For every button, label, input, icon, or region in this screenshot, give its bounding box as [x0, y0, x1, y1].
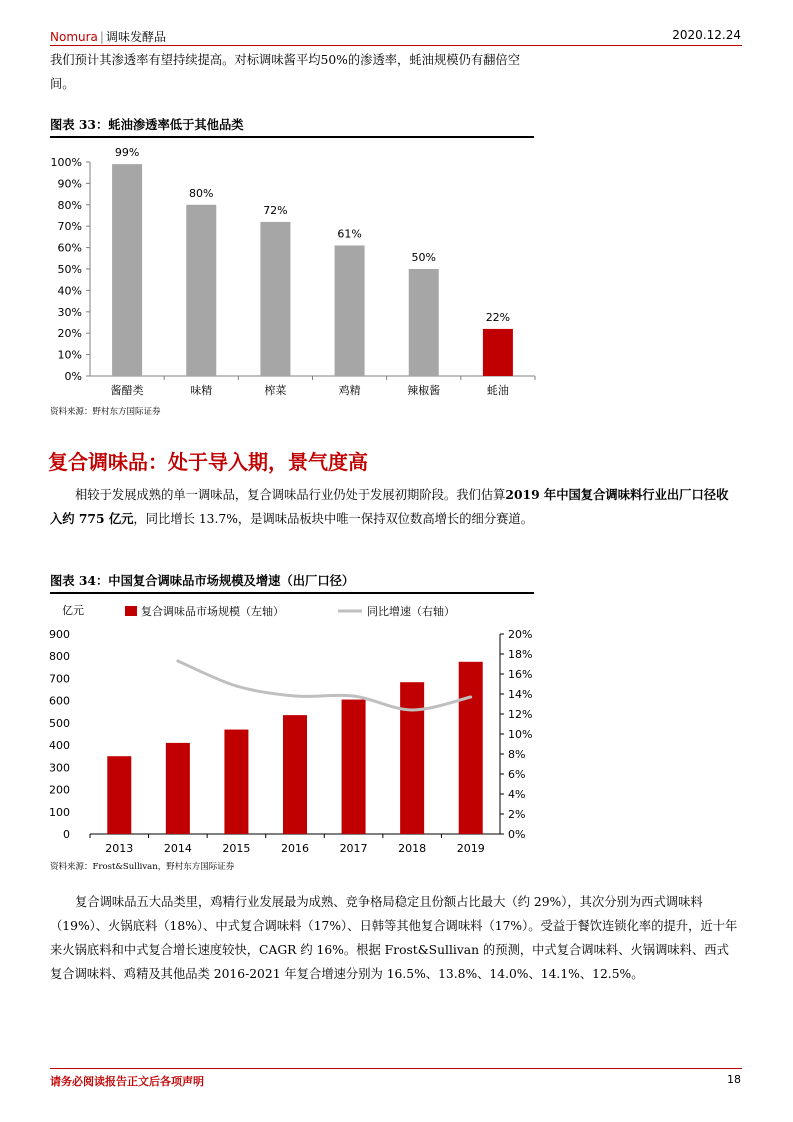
figure34-title: 图表 34：中国复合调味品市场规模及增速（出厂口径）	[50, 573, 355, 588]
bar	[483, 329, 513, 376]
x-tick-label: 2018	[398, 842, 427, 855]
chart-market-size	[40, 596, 540, 858]
y-tick-label: 20%	[57, 327, 82, 341]
bar	[409, 269, 439, 376]
x-tick-label: 蚝油	[486, 384, 509, 397]
y-right-tick-label: 2%	[508, 808, 526, 821]
y-left-tick-label: 400	[49, 739, 70, 753]
x-tick-label: 鸡精	[338, 384, 361, 397]
y-tick-label: 40%	[57, 284, 82, 298]
bar	[283, 715, 307, 834]
y-right-tick-label: 8%	[508, 748, 526, 761]
figure33-source: 资料来源：野村东方国际证券	[50, 407, 161, 417]
page-number: 18	[727, 1073, 741, 1086]
y-right-tick-label: 20%	[508, 628, 533, 641]
y-tick-label: 90%	[57, 177, 82, 191]
bar	[186, 205, 216, 376]
y-tick-label: 10%	[57, 348, 82, 362]
y-left-tick-label: 0	[63, 828, 70, 841]
data-label: 99%	[114, 146, 140, 160]
figure34-rule	[50, 592, 534, 594]
y-left-tick-label: 200	[49, 783, 70, 797]
para2-bold: 2019 年中国复合调味料行业出厂口径收入约 775 亿元	[50, 487, 729, 526]
y-right-tick-label: 10%	[508, 728, 533, 741]
x-tick-label: 榨菜	[264, 384, 287, 397]
paragraph-3: 复合调味品五大品类里，鸡精行业发展最为成熟、竞争格局稳定且份额占比最大（约 29%），其次分别为西式调味料（19%）、火锅底料（18%）、中式复合调味料（17%）、日韩等其他复合调味料（17%）。受益于餐饮连锁化率的提升，近十年来火锅底料和中式复合增长速度较快，CAGR 约 16%。根据 Frost&Sullivan 的预测，中式复合调味料、火锅调味料、西式复合调味料、鸡精及其他品类 2016-2021 年复合增速分别为 16.5%、13.8%、14.0%、14.1%、12.5%。	[50, 895, 738, 981]
bar	[112, 164, 142, 376]
y-left-tick-label: 500	[49, 716, 70, 730]
data-label: 80%	[189, 186, 214, 200]
y-right-tick-label: 4%	[508, 788, 526, 801]
y-right-tick-label: 14%	[508, 688, 533, 701]
header-date: 2020.12.24	[672, 28, 741, 42]
header-rule	[50, 45, 742, 46]
y-unit-label: 亿元	[62, 604, 84, 617]
x-tick-label: 2019	[456, 842, 485, 855]
bar	[400, 682, 424, 834]
y-right-tick-label: 0%	[508, 828, 526, 841]
intro-paragraph: 我们预计其渗透率有望持续提高。对标调味酱平均50%的渗透率，蚝油规模仍有翻倍空间。	[50, 53, 521, 91]
y-right-tick-label: 16%	[508, 668, 533, 681]
header-brand	[50, 28, 166, 45]
y-left-tick-label: 800	[49, 650, 70, 664]
x-tick-label: 2014	[163, 842, 192, 855]
header-separator: |	[99, 30, 104, 44]
bar	[342, 700, 366, 834]
figure33-title: 图表 33：蚝油渗透率低于其他品类	[50, 117, 244, 132]
bar	[335, 245, 365, 376]
data-label: 72%	[263, 203, 288, 217]
y-tick-label: 60%	[57, 241, 82, 255]
growth-line	[178, 661, 471, 710]
y-left-tick-label: 300	[49, 761, 70, 775]
x-tick-label: 味精	[190, 384, 213, 397]
y-tick-label: 100%	[50, 156, 82, 169]
legend-label-bar: 复合调味品市场规模（左轴）	[141, 605, 284, 618]
footer-rule	[50, 1068, 742, 1069]
y-right-tick-label: 6%	[508, 768, 526, 781]
y-right-tick-label: 12%	[508, 708, 533, 721]
y-tick-label: 50%	[57, 263, 82, 276]
bar	[260, 222, 290, 376]
x-tick-label: 2015	[222, 842, 251, 855]
figure34-source: 资料来源：Frost&Sullivan，野村东方国际证券	[50, 862, 235, 872]
growth-point	[235, 685, 238, 688]
y-tick-label: 80%	[57, 198, 82, 212]
section-title: 复合调味品：处于导入期，景气度高	[48, 450, 368, 474]
growth-point	[411, 709, 414, 712]
y-left-tick-label: 700	[49, 672, 70, 686]
data-label: 50%	[411, 251, 436, 264]
x-tick-label: 辣椒酱	[407, 384, 441, 397]
footer-disclaimer: 请务必阅读报告正文后各项声明	[50, 1075, 204, 1088]
data-label: 61%	[337, 227, 362, 241]
x-tick-label: 酱醋类	[110, 384, 144, 397]
growth-point	[469, 696, 472, 699]
y-tick-label: 30%	[57, 305, 82, 319]
bar	[166, 743, 190, 834]
y-tick-label: 0%	[64, 370, 82, 383]
x-tick-label: 2013	[105, 842, 134, 855]
bar	[224, 730, 248, 834]
header-category: 调味发酵品	[105, 30, 166, 44]
y-left-tick-label: 100	[49, 805, 70, 819]
chart-penetration	[40, 140, 540, 402]
paragraph-2	[50, 483, 740, 531]
figure33-rule	[50, 136, 534, 138]
y-right-tick-label: 18%	[508, 648, 533, 661]
para2-post: ，同比增长 13.7%，是调味品板块中唯一保持双位数高增长的细分赛道。	[133, 512, 534, 526]
growth-point	[294, 695, 297, 698]
bar	[107, 756, 131, 834]
growth-point	[352, 695, 355, 698]
y-left-tick-label: 900	[49, 628, 70, 641]
data-label: 22%	[485, 310, 511, 324]
y-left-tick-label: 600	[49, 694, 70, 708]
para2-pre: 相较于发展成熟的单一调味品，复合调味品行业仍处于发展初期阶段。我们估算	[75, 488, 506, 502]
y-tick-label: 70%	[57, 220, 82, 234]
legend-swatch-bar	[125, 606, 137, 616]
x-tick-label: 2016	[281, 842, 309, 855]
bar	[459, 662, 483, 834]
legend-label-line: 同比增速（右轴）	[367, 605, 455, 618]
brand-name: Nomura	[50, 30, 98, 44]
growth-point	[176, 660, 179, 663]
x-tick-label: 2017	[339, 842, 368, 855]
